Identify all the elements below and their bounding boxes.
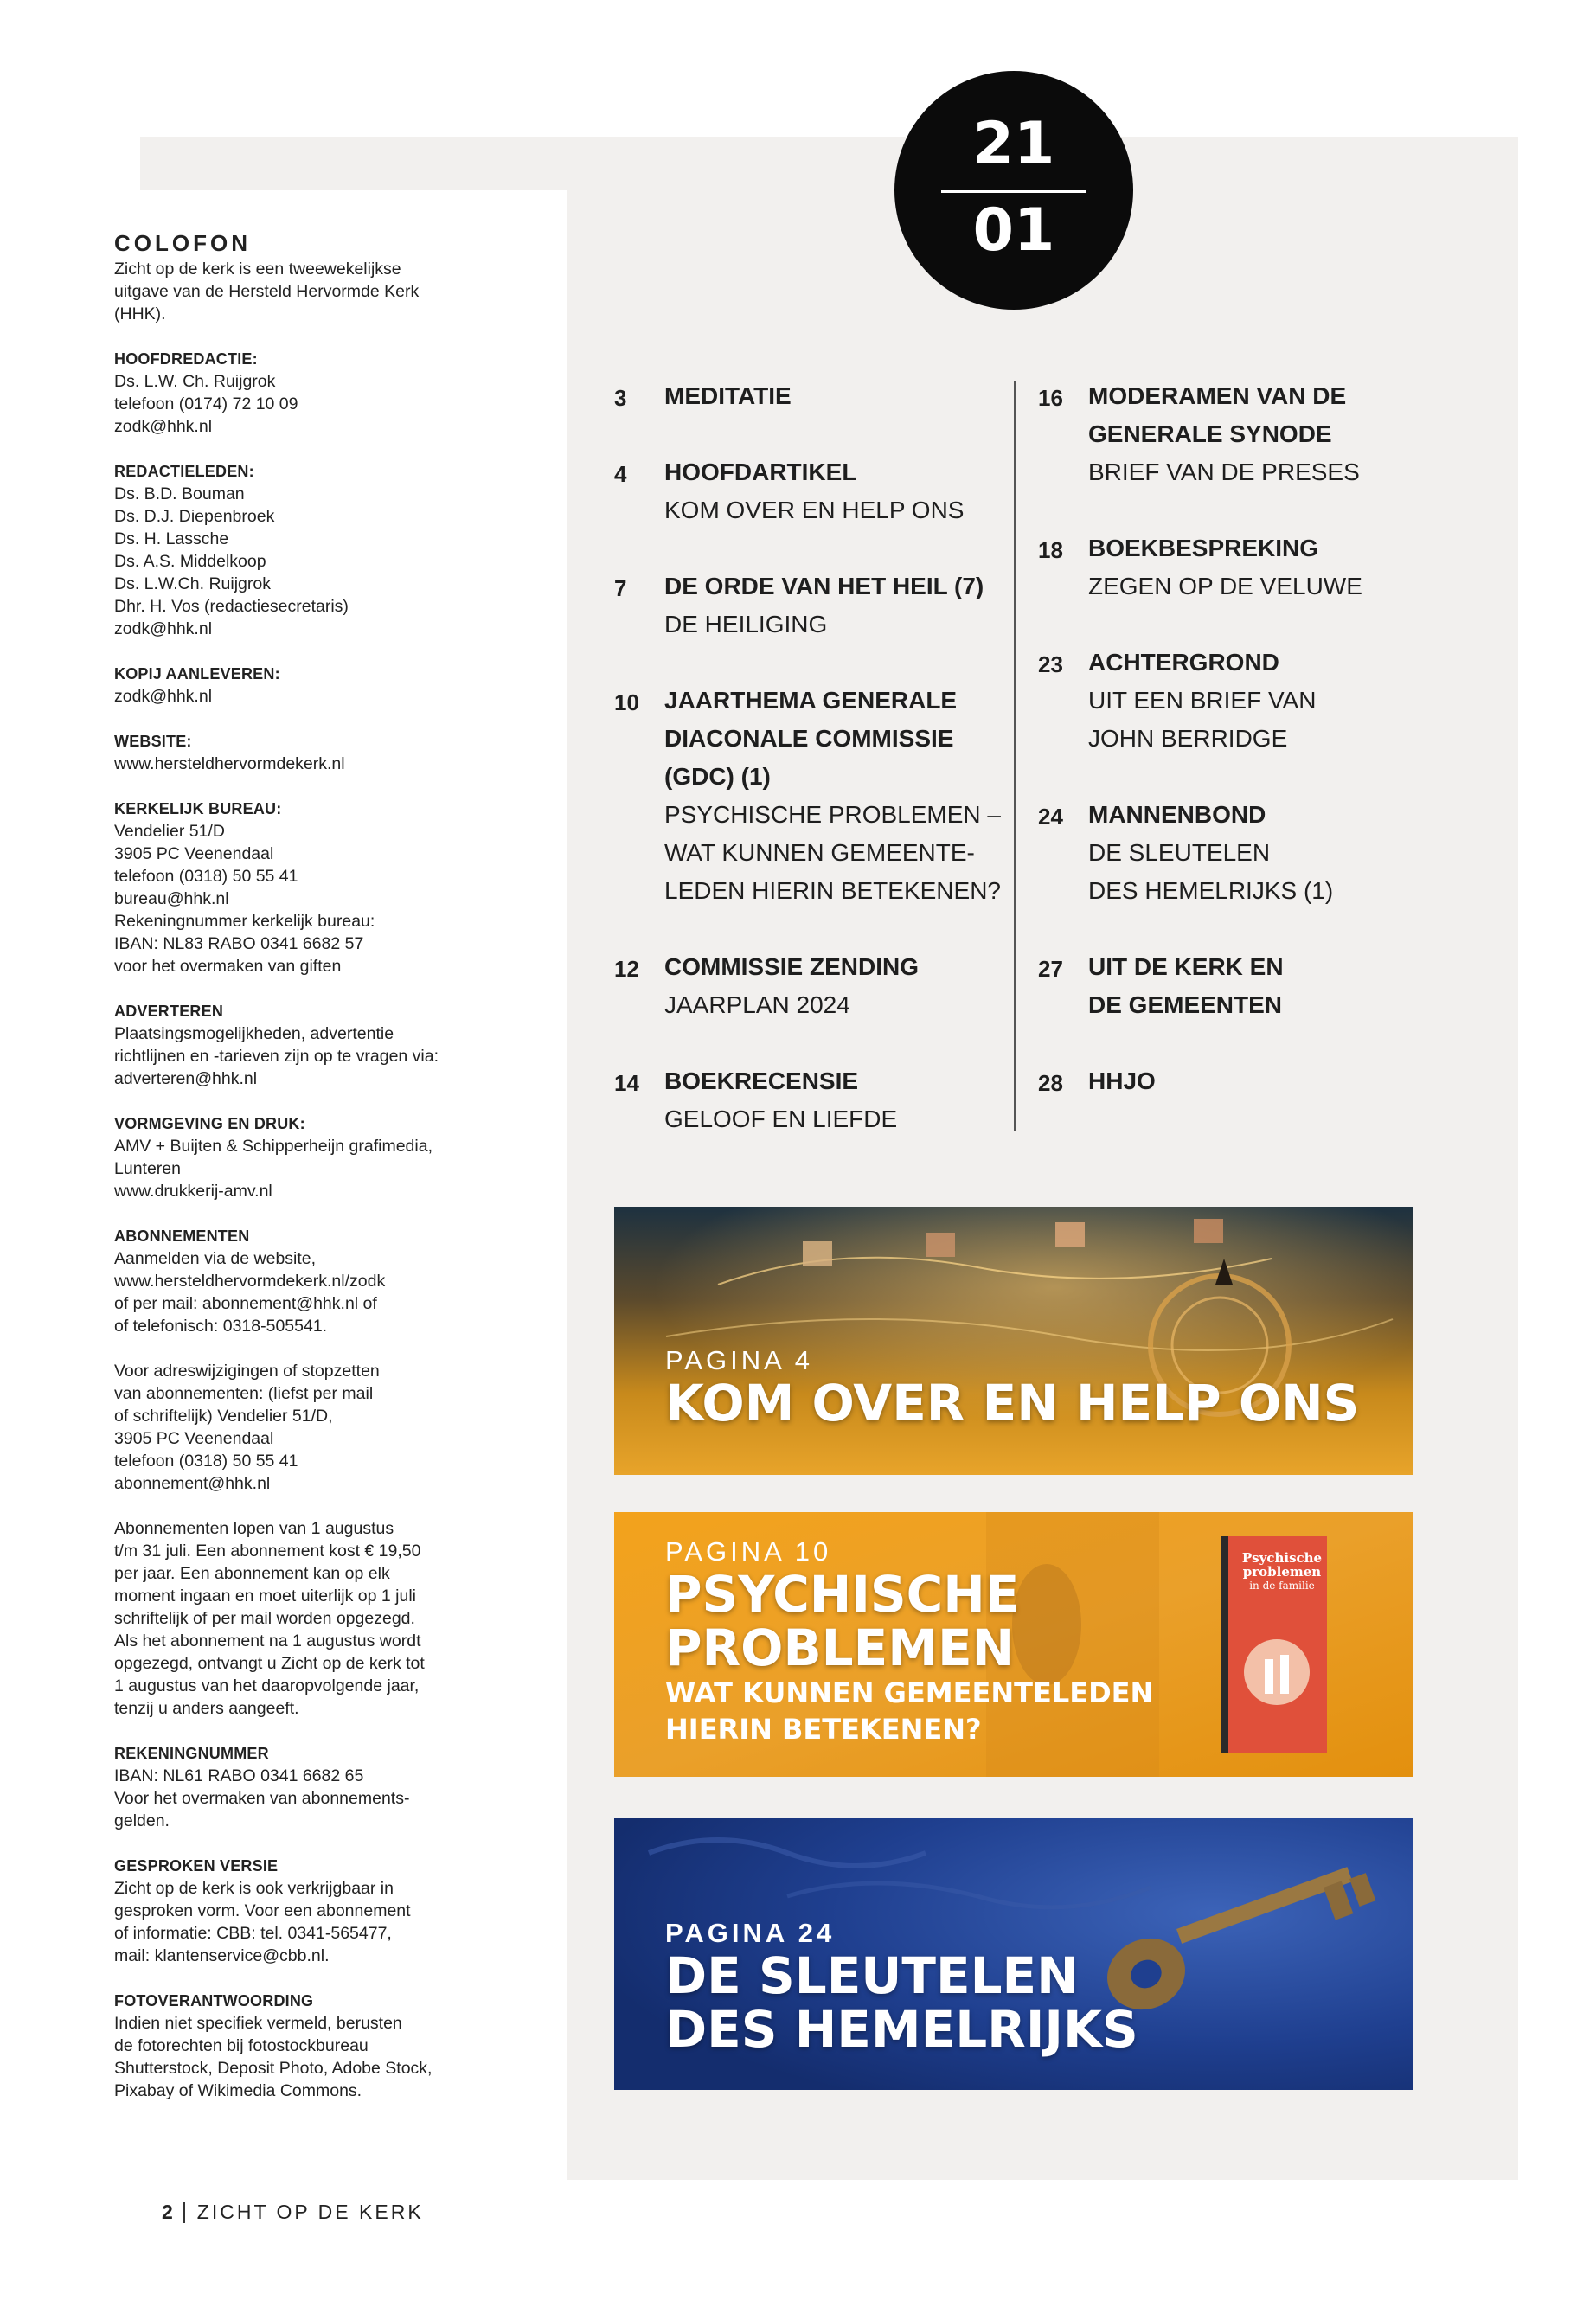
colofon-section: [114, 1112, 469, 1202]
colofon-line: tenzij u anders aangeeft.: [114, 1699, 299, 1718]
toc-title: COMMISSIE ZENDING: [664, 953, 920, 980]
colofon-line: (HHK).: [114, 304, 166, 324]
toc-entry[interactable]: [1038, 529, 1436, 606]
colofon-line: bureau@hhk.nl: [114, 889, 229, 908]
toc-page-number: 14: [614, 1070, 639, 1096]
colofon-line: of telefonisch: 0318-505541.: [114, 1317, 328, 1336]
toc-entry[interactable]: [614, 948, 1012, 1024]
issue-divider: [941, 190, 1086, 193]
promo-subtitle: HIERIN BETEKENEN?: [665, 1713, 982, 1746]
colofon-section: [114, 460, 469, 640]
colofon-heading: VORMGEVING EN DRUK:: [114, 1115, 305, 1132]
toc-divider: [1014, 381, 1016, 1131]
colofon-line: voor het overmaken van giften: [114, 957, 342, 976]
colofon-line: mail: klantenservice@cbb.nl.: [114, 1946, 330, 1965]
toc-title: JAARTHEMA GENERALE: [664, 687, 958, 714]
colofon-line: van abonnementen: (liefst per mail: [114, 1384, 374, 1403]
toc-subtitle: LEDEN HIERIN BETEKENEN?: [664, 877, 1001, 904]
issue-number-bottom: 01: [972, 196, 1055, 265]
colofon-paragraph: [114, 1360, 469, 1495]
colofon-line: www.drukkerij-amv.nl: [114, 1182, 272, 1201]
colofon-line: www.hersteldhervormdekerk.nl: [114, 754, 345, 773]
toc-page-number: 27: [1038, 956, 1063, 982]
colofon-line: 1 augustus van het daaropvolgende jaar,: [114, 1676, 420, 1695]
toc-page-number: 3: [614, 385, 627, 411]
colofon-line: Vendelier 51/D: [114, 822, 225, 841]
toc-entry[interactable]: [614, 1062, 1012, 1138]
colofon-line: 3905 PC Veenendaal: [114, 1429, 274, 1448]
colofon-section: [114, 730, 469, 775]
colofon-line: Voor het overmaken van abonnements-: [114, 1789, 410, 1808]
colofon-line: abonnement@hhk.nl: [114, 1474, 271, 1493]
colofon-line: IBAN: NL83 RABO 0341 6682 57: [114, 934, 364, 953]
toc-subtitle: PSYCHISCHE PROBLEMEN –: [664, 801, 1001, 828]
toc-page-number: 10: [614, 689, 639, 715]
toc-title: HOOFDARTIKEL: [664, 458, 857, 485]
colofon-section: [114, 663, 469, 708]
colofon-line: zodk@hhk.nl: [114, 687, 213, 706]
colofon-line: de fotorechten bij fotostockbureau: [114, 2036, 369, 2055]
colofon-section: [114, 1990, 469, 2102]
colofon-line: of per mail: abonnement@hhk.nl of: [114, 1294, 377, 1313]
toc-subtitle: JOHN BERRIDGE: [1088, 725, 1288, 752]
magazine-title: ZICHT OP DE KERK: [196, 2201, 424, 2223]
toc-title: DE ORDE VAN HET HEIL (7): [664, 573, 984, 599]
toc-page-number: 16: [1038, 385, 1063, 411]
toc-page-number: 28: [1038, 1070, 1063, 1096]
promo-page-label: PAGINA 24: [665, 1918, 836, 1948]
colofon-heading: KERKELIJK BUREAU:: [114, 800, 282, 817]
toc-title: ACHTERGROND: [1088, 649, 1279, 676]
colofon-line: Lunteren: [114, 1159, 181, 1178]
colofon-line: schriftelijk of per mail worden opgezegd.: [114, 1609, 415, 1628]
colofon-heading: REDACTIELEDEN:: [114, 463, 254, 480]
colofon-line: 3905 PC Veenendaal: [114, 844, 274, 863]
colofon-section: [114, 1000, 469, 1090]
toc-subtitle: BRIEF VAN DE PRESES: [1088, 458, 1360, 485]
colofon-heading: GESPROKEN VERSIE: [114, 1857, 279, 1875]
colofon-line: Dhr. H. Vos (redactiesecretaris): [114, 597, 349, 616]
colofon-heading: WEBSITE:: [114, 733, 192, 750]
toc-subtitle: DE SLEUTELEN: [1088, 839, 1271, 866]
page-number: 2: [162, 2201, 173, 2223]
toc-entry[interactable]: [614, 567, 1012, 644]
colofon-line: per jaar. Een abonnement kan op elk: [114, 1564, 390, 1583]
toc-title: MODERAMEN VAN DE: [1088, 382, 1347, 409]
colofon-heading: FOTOVERANTWOORDING: [114, 1992, 314, 2009]
toc-subtitle: WAT KUNNEN GEMEENTE-: [664, 839, 975, 866]
toc-title: DIACONALE COMMISSIE: [664, 725, 954, 752]
colofon-line: richtlijnen en -tarieven zijn op te vragen via:: [114, 1047, 439, 1066]
toc-subtitle: DES HEMELRIJKS (1): [1088, 877, 1334, 904]
colofon-heading: ADVERTEREN: [114, 1003, 224, 1020]
colofon-heading: HOOFDREDACTIE:: [114, 350, 258, 368]
colofon-heading: KOPIJ AANLEVEREN:: [114, 665, 280, 683]
colofon-line: Als het abonnement na 1 augustus wordt: [114, 1631, 421, 1650]
footer-separator: [183, 2202, 185, 2223]
book-title-line: Psychische: [1241, 1550, 1323, 1566]
colofon-section: [114, 798, 469, 977]
colofon-line: Rekeningnummer kerkelijk bureau:: [114, 912, 375, 931]
toc-title: HHJO: [1088, 1067, 1156, 1094]
toc-entry[interactable]: [1038, 644, 1436, 758]
promo-sleutelen[interactable]: [614, 1818, 1413, 2090]
colofon-heading: ABONNEMENTEN: [114, 1227, 250, 1245]
toc-entry[interactable]: [1038, 377, 1436, 491]
colofon-line: telefoon (0318) 50 55 41: [114, 867, 298, 886]
colofon-line: adverteren@hhk.nl: [114, 1069, 258, 1088]
colofon-line: AMV + Buijten & Schipperheijn grafimedia,: [114, 1137, 433, 1156]
issue-badge: [894, 71, 1133, 310]
colofon-line: Ds. A.S. Middelkoop: [114, 552, 266, 571]
colofon-line: Aanmelden via de website,: [114, 1249, 317, 1268]
promo-page-label: PAGINA 10: [665, 1536, 832, 1567]
colofon-line: Ds. B.D. Bouman: [114, 484, 245, 503]
toc-title: MANNENBOND: [1088, 801, 1266, 828]
colofon-line: zodk@hhk.nl: [114, 619, 213, 638]
colofon-line: zodk@hhk.nl: [114, 417, 213, 436]
colofon-line: telefoon (0174) 72 10 09: [114, 394, 298, 413]
issue-number-top: 21: [972, 110, 1055, 178]
promo-subtitle: WAT KUNNEN GEMEENTELEDEN: [665, 1676, 1154, 1709]
toc-subtitle: DE HEILIGING: [664, 611, 828, 638]
toc-right-column: [1038, 377, 1436, 1100]
colofon-section: [114, 348, 469, 438]
toc-title: GENERALE SYNODE: [1088, 420, 1332, 447]
colofon-line: Zicht op de kerk is een tweewekelijkse: [114, 260, 401, 279]
colofon-line: uitgave van de Hersteld Hervormde Kerk: [114, 282, 420, 301]
toc-title: BOEKRECENSIE: [664, 1067, 859, 1094]
colofon-line: moment ingaan en moet uiterlijk op 1 juli: [114, 1586, 417, 1606]
toc-entry[interactable]: [614, 453, 1012, 529]
promo-title: PROBLEMEN: [665, 1618, 1015, 1677]
toc-title: BOEKBESPREKING: [1088, 535, 1319, 561]
colofon-line: Ds. D.J. Diepenbroek: [114, 507, 275, 526]
toc-title: DE GEMEENTEN: [1088, 991, 1283, 1018]
book-title-line: problemen: [1242, 1564, 1322, 1580]
promo-page-label: PAGINA 4: [665, 1345, 813, 1375]
toc-subtitle: UIT EEN BRIEF VAN: [1088, 687, 1317, 714]
colofon-paragraph: [114, 1517, 469, 1720]
toc-title: MEDITATIE: [664, 382, 792, 409]
promo-title: DES HEMELRIJKS: [665, 2000, 1138, 2059]
colofon-line: Voor adreswijzigingen of stopzetten: [114, 1362, 380, 1381]
colofon-title: COLOFON: [114, 230, 251, 256]
toc-page-number: 18: [1038, 537, 1063, 563]
toc-subtitle: JAARPLAN 2024: [664, 991, 850, 1018]
page-footer: [162, 2201, 424, 2224]
toc-subtitle: ZEGEN OP DE VELUWE: [1088, 573, 1362, 599]
colofon: [114, 230, 469, 2102]
toc-left-column: [614, 377, 1012, 1138]
colofon-line: Zicht op de kerk is ook verkrijgbaar in: [114, 1879, 394, 1898]
toc-page-number: 4: [614, 461, 627, 487]
colofon-line: Shutterstock, Deposit Photo, Adobe Stock,: [114, 2059, 433, 2078]
toc-entry[interactable]: [614, 377, 1012, 415]
colofon-line: of informatie: CBB: tel. 0341-565477,: [114, 1924, 392, 1943]
colofon-line: Ds. L.W.Ch. Ruijgrok: [114, 574, 271, 593]
colofon-section: [114, 1225, 469, 1720]
world-map-image: [614, 1207, 1413, 1475]
colofon-line: Indien niet specifiek vermeld, berusten: [114, 2014, 402, 2033]
colofon-line: gesproken vorm. Voor een abonnement: [114, 1901, 411, 1920]
colofon-line: Ds. H. Lassche: [114, 529, 229, 548]
colofon-line: IBAN: NL61 RABO 0341 6682 65: [114, 1766, 364, 1785]
toc-subtitle: KOM OVER EN HELP ONS: [664, 497, 965, 523]
colofon-line: telefoon (0318) 50 55 41: [114, 1452, 298, 1471]
promo-title: KOM OVER EN HELP ONS: [665, 1374, 1360, 1433]
colofon-heading: REKENINGNUMMER: [114, 1745, 269, 1762]
colofon-line: Ds. L.W. Ch. Ruijgrok: [114, 372, 276, 391]
colofon-line: Pixabay of Wikimedia Commons.: [114, 2081, 362, 2100]
colofon-line: t/m 31 juli. Een abonnement kost € 19,50: [114, 1541, 421, 1561]
colofon-section: [114, 1742, 469, 1832]
colofon-line: www.hersteldhervormdekerk.nl/zodk: [114, 1272, 386, 1291]
promo-title: PSYCHISCHE: [665, 1565, 1020, 1624]
colofon-line: of schriftelijk) Vendelier 51/D,: [114, 1407, 333, 1426]
toc-entry[interactable]: [614, 682, 1012, 910]
colofon-line: Plaatsingsmogelijkheden, advertentie: [114, 1024, 394, 1043]
toc-entry[interactable]: [1038, 796, 1436, 910]
toc-title: UIT DE KERK EN: [1088, 953, 1284, 980]
colofon-line: opgezegd, ontvangt u Zicht op de kerk tot: [114, 1654, 425, 1673]
colofon-line: gelden.: [114, 1811, 170, 1830]
colofon-line: Abonnementen lopen van 1 augustus: [114, 1519, 394, 1538]
toc-entry[interactable]: [1038, 1062, 1436, 1100]
book-title-line: in de familie: [1249, 1580, 1315, 1592]
promo-kom-over[interactable]: [614, 1207, 1413, 1475]
toc-page-number: 24: [1038, 804, 1063, 830]
toc-page-number: 12: [614, 956, 639, 982]
promo-psychische-problemen[interactable]: [614, 1512, 1413, 1777]
toc-title: (GDC) (1): [664, 763, 771, 790]
colofon-sections: [114, 348, 469, 2102]
toc-subtitle: GELOOF EN LIEFDE: [664, 1106, 898, 1132]
toc-page-number: 23: [1038, 651, 1063, 677]
promo-title: DE SLEUTELEN: [665, 1946, 1079, 2005]
colofon-intro: [114, 258, 469, 325]
toc-entry[interactable]: [1038, 948, 1436, 1024]
toc-page-number: 7: [614, 575, 627, 601]
colofon-section: [114, 1855, 469, 1967]
